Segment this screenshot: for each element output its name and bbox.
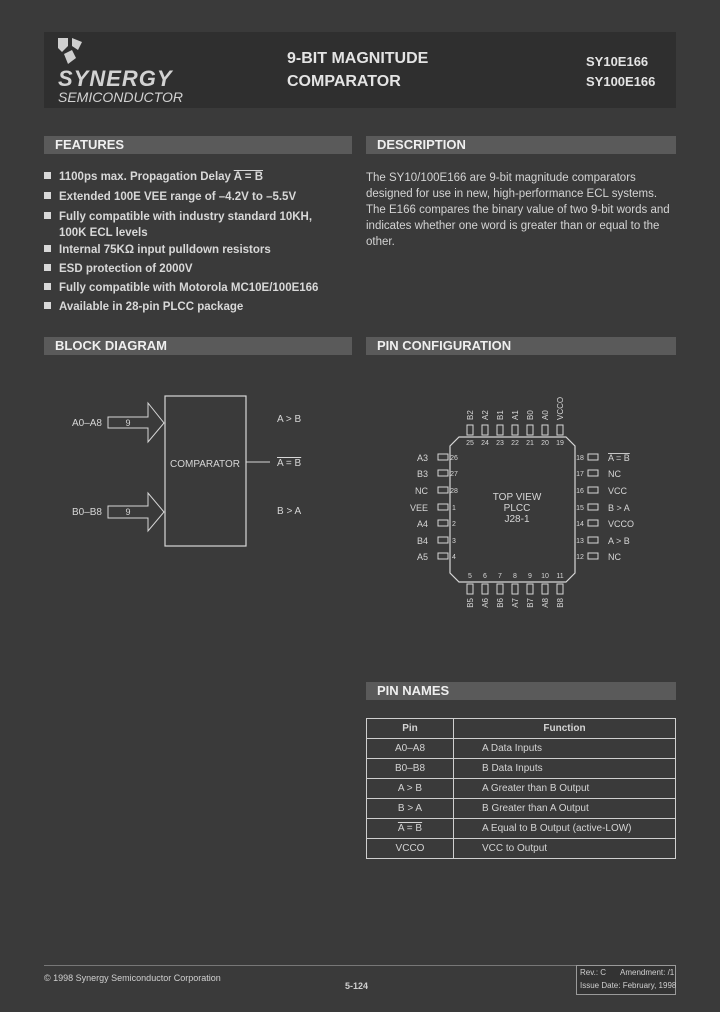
pin-name: VCCO [608,519,635,529]
pin-number: 17 [576,471,584,478]
feature-item [44,191,296,203]
bullet-icon [44,212,51,219]
table-row [367,759,676,779]
feature-text: Internal 75KΩ input pulldown resistors [59,244,271,256]
pin-number: 5 [468,573,472,580]
feature-text: 1100ps max. Propagation Delay [59,171,234,183]
pin-cell: A0–A8 [367,739,454,759]
pin-names-table [366,718,676,859]
feature-item [44,211,312,223]
pin-number: 9 [528,573,532,580]
pin-name: NC [608,469,621,479]
feature-item [44,263,193,275]
pin-name: B3 [416,469,428,479]
pin-pad [542,425,548,435]
pin-name: A > B [608,536,630,546]
pin-number: 22 [511,440,519,447]
brand-subtitle: SEMICONDUCTOR [58,89,183,105]
pin-pad [512,425,518,435]
pin-pad [542,584,548,594]
function-cell: A Data Inputs [454,739,676,759]
pin-number: 4 [452,554,456,561]
pin-pad [482,584,488,594]
features-heading: FEATURES [44,136,352,154]
pin-name: A7 [511,598,520,608]
feature-continuation: 100K ECL levels [59,227,148,239]
function-cell: B Data Inputs [454,759,676,779]
pin-number: 1 [452,505,456,512]
pin-number: 20 [541,440,549,447]
feature-text: Fully compatible with industry standard 10KH, [59,211,313,223]
chip-label-package: PLCC [503,503,531,514]
output-a-gt-b: A > B [277,414,302,425]
pin-name: A1 [511,410,520,420]
issue-date: Issue Date: February, 1998 [580,981,677,990]
pin-cell: A = B [367,819,454,839]
pin-pad [438,487,448,493]
function-cell: A Equal to B Output (active-LOW) [454,819,676,839]
pin-name: A = B [608,453,630,463]
title-line2: COMPARATOR [287,73,401,90]
block-diagram-heading: BLOCK DIAGRAM [44,337,352,355]
pin-name: B6 [496,598,505,608]
pin-pad [588,504,598,510]
pin-pad [588,520,598,526]
feature-item [44,282,318,294]
description-text: The SY10/100E166 are 9-bit magnitude comparators designed for use in new, high-performance ECL systems. The E166 compares the binary value of two 9-bit words and indicates whether one word is greater than or equal to the other. [366,172,670,248]
table-row [367,799,676,819]
pin-pad [467,584,473,594]
pin-name: A8 [541,598,550,608]
pin-pad [438,553,448,559]
pin-name: NC [608,552,621,562]
pin-number: 21 [526,440,534,447]
pin-pad [557,584,563,594]
function-cell: VCC to Output [454,839,676,859]
column-header-function: Function [454,719,676,739]
pin-number: 26 [450,455,458,462]
bullet-icon [44,245,51,252]
description-heading: DESCRIPTION [366,136,676,154]
feature-item [44,171,263,183]
pin-name: B7 [526,598,535,608]
pin-name: A3 [416,453,428,463]
feature-overline-text: A = B [233,171,264,183]
pin-cell: A > B [367,779,454,799]
pin-pad [438,470,448,476]
pin-name: A5 [416,552,428,562]
comparator-label: COMPARATOR [169,459,241,470]
pin-number: 16 [576,488,584,495]
bullet-icon [44,172,51,179]
input-b-label: B0–B8 [71,507,102,518]
brand-name: SYNERGY [58,66,173,91]
feature-item [44,301,243,313]
pin-pad [588,487,598,493]
pin-name: B > A [608,503,630,513]
pin-pad [497,584,503,594]
bullet-icon [44,192,51,199]
pin-pad [438,537,448,543]
pin-name: B1 [496,410,505,420]
amendment: Amendment: /1 [620,968,675,977]
chip-label-code: J28-1 [504,514,530,525]
pin-pad [482,425,488,435]
bus-width-a: 9 [125,418,131,428]
feature-item [44,244,271,256]
pin-pad [527,584,533,594]
pin-name: B2 [466,410,475,420]
pin-names-body [367,739,676,859]
pin-number: 8 [513,573,517,580]
pin-cell: B > A [367,799,454,819]
pin-number: 11 [556,573,564,580]
part-number-10e: SY10E166 [586,54,649,69]
output-a-eq-b: A = B [277,458,302,469]
output-b-gt-a: B > A [277,506,302,517]
bullet-icon [44,302,51,309]
pin-name: B5 [466,598,475,608]
input-b-arrow [108,493,164,531]
bus-width-b: 9 [125,507,131,517]
pin-name: B8 [556,598,565,608]
input-a-arrow [108,403,164,442]
footer-divider [44,965,576,966]
feature-text: Fully compatible with Motorola MC10E/100E166 [59,282,319,294]
pin-pad [557,425,563,435]
pin-name: VCC [608,486,628,496]
pin-names-heading: PIN NAMES [366,682,676,700]
pin-name: NC [415,486,428,496]
pin-pad [527,425,533,435]
pin-pad [588,454,598,460]
pin-number: 18 [576,455,584,462]
pin-number: 23 [496,440,504,447]
bullet-icon [44,283,51,290]
input-a-label: A0–A8 [71,418,102,429]
pin-pad [467,425,473,435]
function-cell: B Greater than A Output [454,799,676,819]
pin-pad [588,537,598,543]
pin-name: A0 [541,410,550,420]
feature-text: Available in 28-pin PLCC package [59,301,244,313]
pin-name: B0 [526,410,535,420]
page-number: 5-124 [345,981,369,991]
pin-name: B4 [416,536,428,546]
pin-pad [497,425,503,435]
pin-pad [512,584,518,594]
block-diagram [44,370,354,550]
function-cell: A Greater than B Output [454,779,676,799]
pin-name: A2 [481,410,490,420]
pin-number: 12 [576,554,584,561]
column-header-pin: Pin [367,719,454,739]
pin-number: 24 [481,440,489,447]
pin-number: 6 [483,573,487,580]
pin-number: 19 [556,440,564,447]
table-row [367,839,676,859]
part-number-100e: SY100E166 [586,74,656,89]
pin-cell: VCCO [367,839,454,859]
pin-number: 3 [452,538,456,545]
feature-text: ESD protection of 2000V [59,263,193,275]
pin-pad [588,553,598,559]
chip-label-top-view: TOP VIEW [492,492,542,503]
pin-number: 13 [576,538,584,545]
pin-number: 2 [452,521,456,528]
comparator-block [165,396,246,546]
table-header-row [367,719,676,739]
pin-number: 25 [466,440,474,447]
pin-pad [438,454,448,460]
table-row [367,819,676,839]
table-row [367,739,676,759]
table-row [367,779,676,799]
pin-name: VCCO [556,396,565,420]
pin-name: VEE [409,503,428,513]
revision: Rev.: C [580,968,607,977]
bullet-icon [44,264,51,271]
pin-number: 14 [576,521,584,528]
feature-text: Extended 100E VEE range of –4.2V to –5.5V [59,191,297,203]
pin-cell: B0–B8 [367,759,454,779]
pin-name: A6 [481,598,490,608]
pin-number: 27 [450,471,458,478]
copyright: © 1998 Synergy Semiconductor Corporation [44,973,221,983]
pin-number: 15 [576,505,584,512]
pin-number: 7 [498,573,502,580]
plcc-pinout-diagram [366,380,676,620]
pin-number: 10 [541,573,549,580]
pin-pad [588,470,598,476]
pin-pad [438,520,448,526]
pin-number: 28 [450,488,458,495]
pin-pad [438,504,448,510]
pin-configuration-heading: PIN CONFIGURATION [366,337,676,355]
pin-name: A4 [416,519,428,529]
title-line1: 9-BIT MAGNITUDE [287,50,429,67]
